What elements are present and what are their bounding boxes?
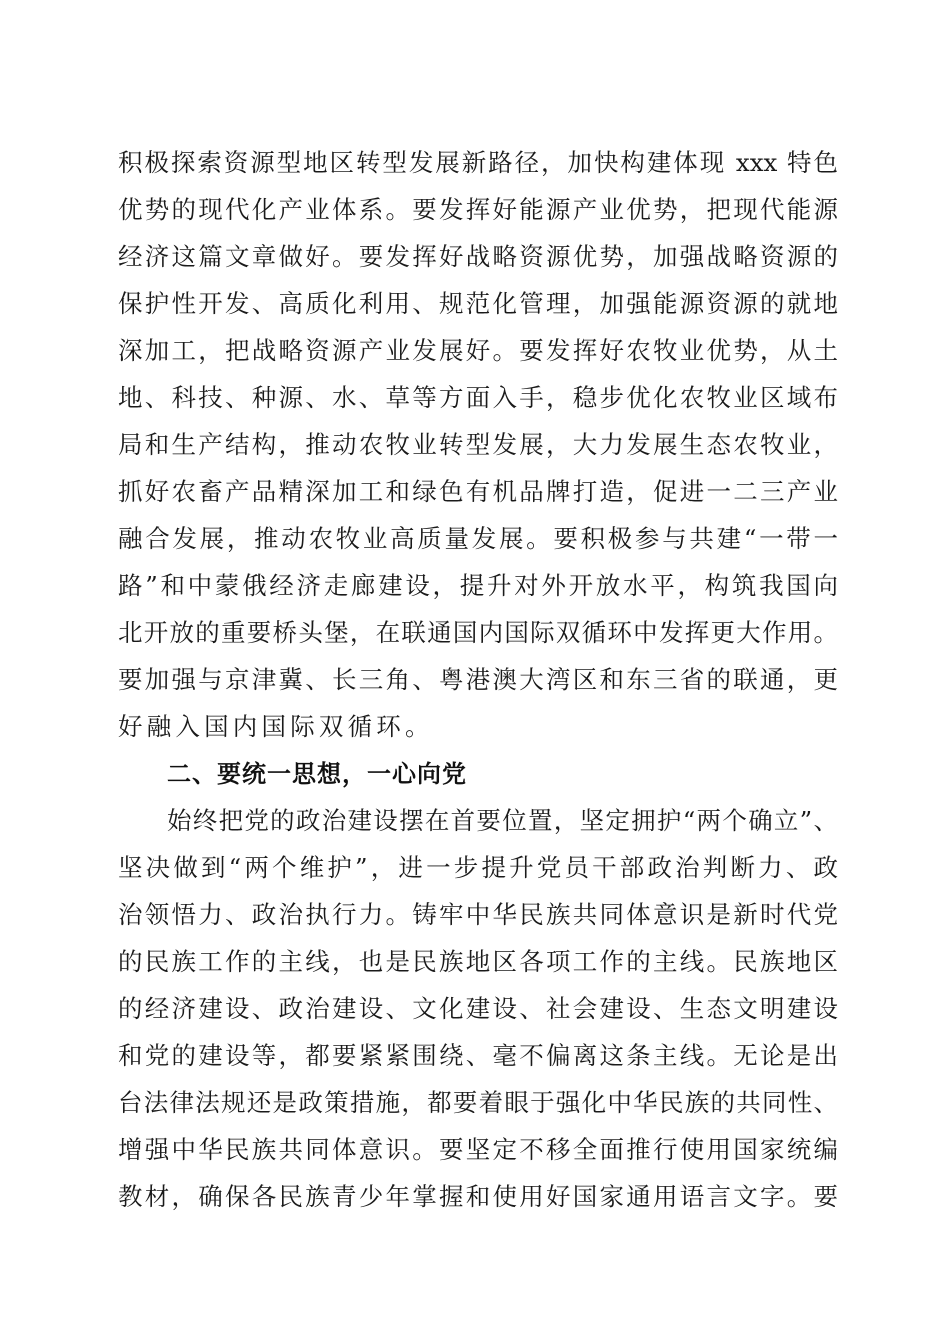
paragraph-line: 治领悟力、政治执行力。铸牢中华民族共同体意识是新时代党 xyxy=(118,900,838,929)
paragraph-line: 局和生产结构，推动农牧业转型发展，大力发展生态农牧业， xyxy=(118,430,838,459)
paragraph-line: 融合发展，推动农牧业高质量发展。要积极参与共建“一带一 xyxy=(118,524,838,553)
section-heading: 二、要统一思想，一心向党 xyxy=(167,760,467,788)
paragraph-line: 要加强与京津冀、长三角、粤港澳大湾区和东三省的联通，更 xyxy=(118,665,838,694)
paragraph-line: 始终把党的政治建设摆在首要位置，坚定拥护“两个确立”、 xyxy=(167,806,838,835)
paragraph-line: 增强中华民族共同体意识。要坚定不移全面推行使用国家统编 xyxy=(118,1135,838,1164)
paragraph-line: 坚决做到“两个维护”，进一步提升党员干部政治判断力、政 xyxy=(118,853,838,882)
paragraph-line: 保护性开发、高质化利用、规范化管理，加强能源资源的就地 xyxy=(118,289,838,318)
paragraph-line: 的经济建设、政治建设、文化建设、社会建设、生态文明建设 xyxy=(118,994,838,1023)
paragraph-line: 北开放的重要桥头堡，在联通国内国际双循环中发挥更大作用。 xyxy=(118,618,838,647)
paragraph-line: 经济这篇文章做好。要发挥好战略资源优势，加强战略资源的 xyxy=(118,242,838,271)
paragraph-line: 教材，确保各民族青少年掌握和使用好国家通用语言文字。要 xyxy=(118,1182,838,1211)
paragraph-line: 优势的现代化产业体系。要发挥好能源产业优势，把现代能源 xyxy=(118,195,838,224)
paragraph-line: 和党的建设等，都要紧紧围绕、毫不偏离这条主线。无论是出 xyxy=(118,1041,838,1070)
paragraph-line: 地、科技、种源、水、草等方面入手，稳步优化农牧业区域布 xyxy=(118,383,838,412)
paragraph-line: 深加工，把战略资源产业发展好。要发挥好农牧业优势，从土 xyxy=(118,336,838,365)
paragraph-line: 台法律法规还是政策措施，都要着眼于强化中华民族的共同性、 xyxy=(118,1088,838,1117)
paragraph-line: 的民族工作的主线，也是民族地区各项工作的主线。民族地区 xyxy=(118,947,838,976)
paragraph-line: 积极探索资源型地区转型发展新路径，加快构建体现 xxx 特色 xyxy=(118,148,838,177)
paragraph-line: 抓好农畜产品精深加工和绿色有机品牌打造，促进一二三产业 xyxy=(118,477,838,506)
paragraph-line: 路”和中蒙俄经济走廊建设，提升对外开放水平，构筑我国向 xyxy=(118,571,838,600)
paragraph-line: 好融入国内国际双循环。 xyxy=(118,712,434,741)
